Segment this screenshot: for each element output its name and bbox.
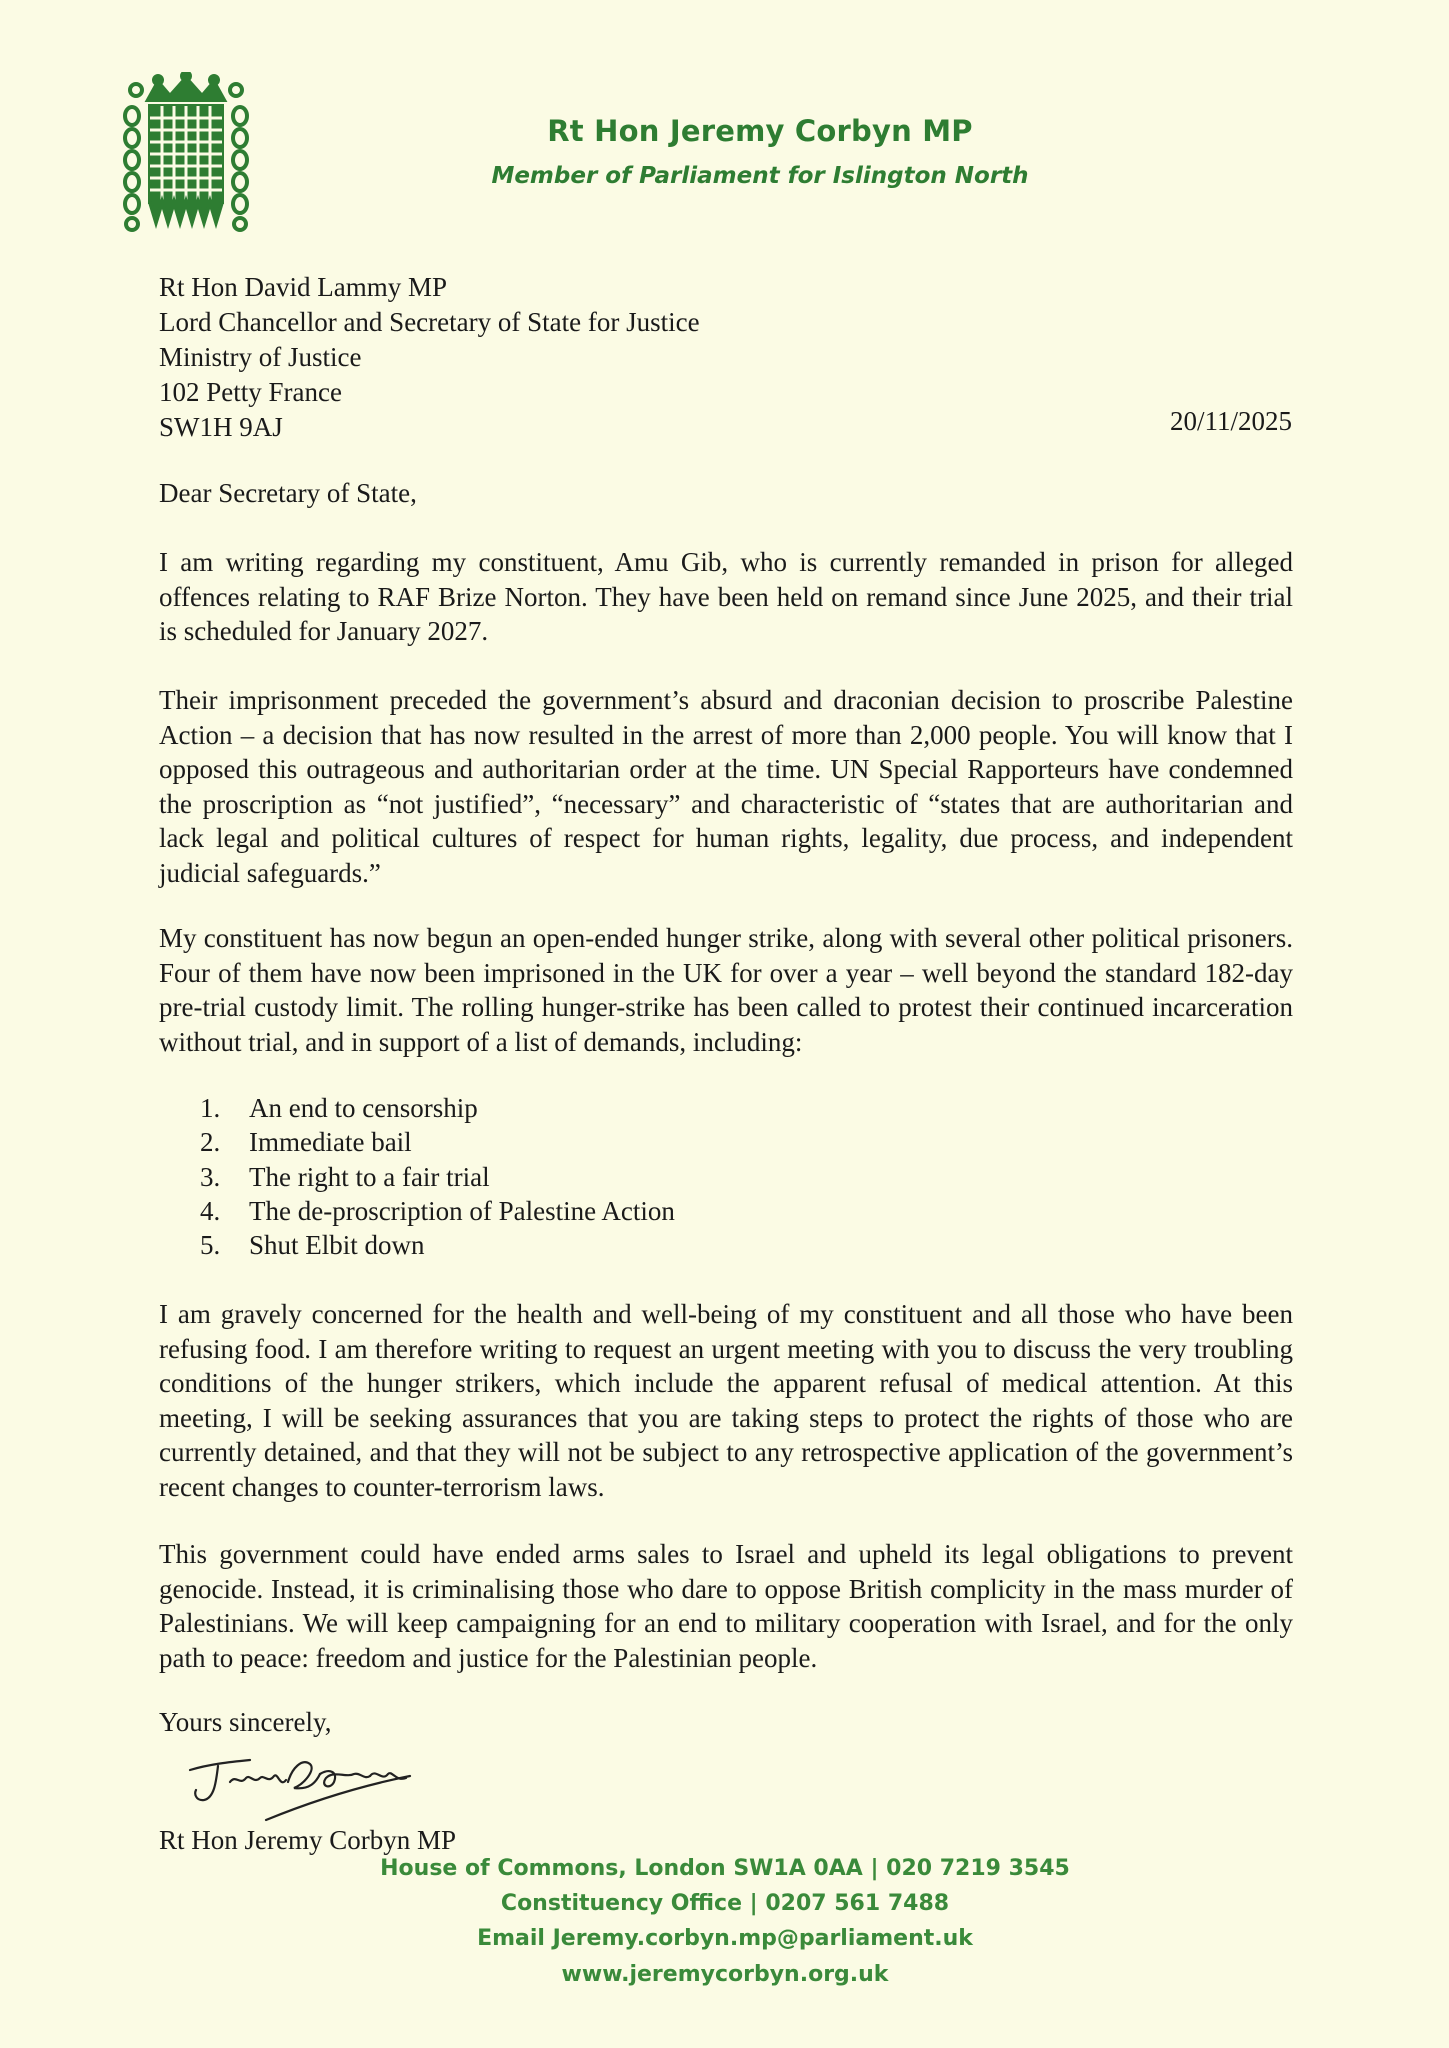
demands-list [200, 1091, 675, 1262]
paragraph: My constituent has now begun an open-ended hunger strike, along with several other political prisoners. Four of them have now been imprisoned in the UK for over a year – well beyond the standard 182-day pre-trial custody limit. The rolling hunger-strike has been called to protest their continued incarceration without trial, and in support of a list of demands, including: [159, 923, 1293, 1057]
list-number: 5. [200, 1230, 221, 1261]
footer-website: www.jeremycorbyn.org.uk [561, 1962, 889, 1987]
list-number: 4. [200, 1195, 221, 1226]
list-number: 3. [200, 1161, 221, 1192]
letterhead-role: Member of Parliament for Islington North [491, 163, 1029, 189]
list-number: 2. [200, 1127, 221, 1158]
paragraph: This government could have ended arms sales to Israel and upheld its legal obligations to prevent genocide. Instead, it is criminalising those who dare to oppose British complicity in the mass murder of Palestinians. We will keep campaigning for an end to military cooperation with Israel, and for the only path to peace: freedom and justice for the Palestinian people. [159, 1539, 1293, 1673]
list-item [200, 1091, 675, 1125]
signature-icon [170, 1738, 440, 1828]
letter-date: 20/11/2025 [1169, 406, 1292, 436]
paragraph: I am writing regarding my constituent, Amu Gib, who is currently remanded in prison for alleged offences relating to RAF Brize Norton. They have been held on remand since June 2025, and their trial is scheduled for January 2027. [159, 547, 1293, 646]
recipient-address [159, 270, 700, 445]
list-item [200, 1160, 675, 1194]
recipient-line: Ministry of Justice [159, 342, 362, 372]
footer-address: House of Commons, London SW1A 0AA | 020 7219 3545 [380, 1856, 1070, 1881]
closing: Yours sincerely, [159, 1707, 332, 1737]
paragraph: I am gravely concerned for the health and well-being of my constituent and all those who have been refusing food. I am therefore writing to request an urgent meeting with you to discuss the very troubling conditions of the hunger strikers, which include the apparent refusal of medical attention. At this meeting, I will be seeking assurances that you are taking steps to protect the rights of those who are currently detained, and that they will not be subject to any retrospective application of the government’s recent changes to counter-terrorism laws. [159, 1299, 1293, 1502]
list-number: 1. [200, 1093, 221, 1123]
recipient-line: Lord Chancellor and Secretary of State for Justice [159, 307, 700, 337]
recipient-line: 102 Petty France [159, 377, 342, 407]
footer-email: Email Jeremy.corbyn.mp@parliament.uk [477, 1926, 973, 1951]
recipient-line: SW1H 9AJ [159, 412, 283, 442]
salutation: Dear Secretary of State, [159, 478, 417, 508]
footer-office: Constituency Office | 0207 561 7488 [500, 1891, 950, 1916]
portcullis-icon [118, 72, 254, 232]
list-text: The de-proscription of Palestine Action [249, 1195, 675, 1226]
paragraph: Their imprisonment preceded the government’s absurd and draconian decision to proscribe Palestine Action – a decision that has now resulted in the arrest of more than 2,000 people. You will know that I opposed this outrageous and authoritarian order at the time. UN Special Rapporteurs have condemned the proscription as “not justified”, “necessary” and characteristic of “states that are authoritarian and lack legal and political cultures of respect for human rights, legality, due process, and independent judicial safeguards.” [159, 685, 1293, 888]
list-item [200, 1125, 675, 1159]
letterhead-name: Rt Hon Jeremy Corbyn MP [547, 114, 973, 148]
list-text: The right to a fair trial [249, 1161, 490, 1192]
list-item [200, 1194, 675, 1228]
list-text: An end to censorship [249, 1093, 478, 1123]
list-text: Shut Elbit down [249, 1230, 425, 1261]
signer-name: Rt Hon Jeremy Corbyn MP [159, 1825, 456, 1855]
recipient-line: Rt Hon David Lammy MP [159, 272, 447, 302]
list-text: Immediate bail [249, 1127, 412, 1158]
list-item [200, 1228, 675, 1262]
